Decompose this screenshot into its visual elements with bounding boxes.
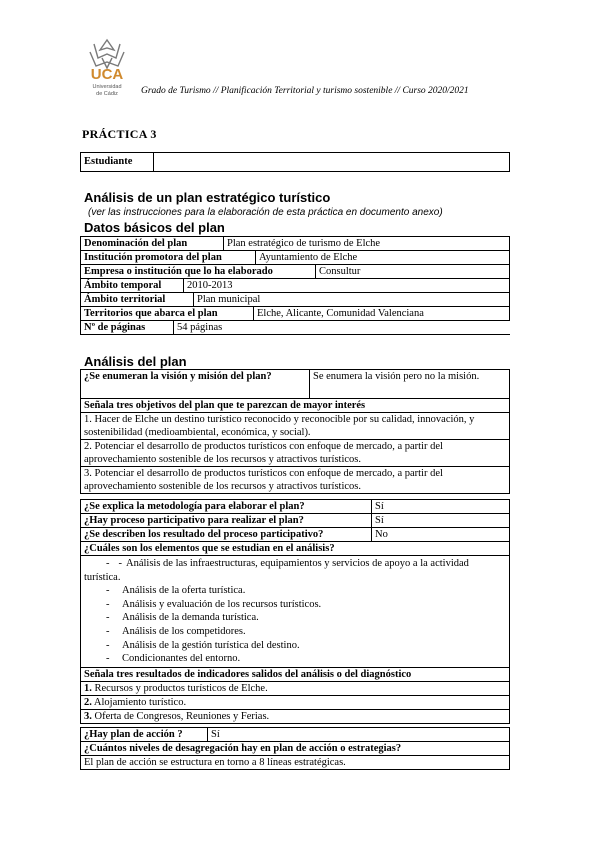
table-row <box>81 237 510 251</box>
student-label: Estudiante <box>81 153 154 172</box>
plan-accion-table <box>80 727 510 770</box>
objetivos-heading: Señala tres objetivos del plan que te parezcan de mayor interés <box>81 399 510 413</box>
resultado-question: ¿Se describen los resultado del proceso participativo? <box>81 528 372 542</box>
uca-logo <box>84 38 130 98</box>
section-title: Análisis de un plan estratégico turístico <box>84 190 331 205</box>
datos-table <box>80 236 510 335</box>
elementos-list <box>84 557 506 666</box>
table-row <box>81 467 510 494</box>
student-table <box>80 152 510 172</box>
datos-label: Territorios que abarca el plan <box>81 307 254 321</box>
course-header: Grado de Turismo // Planificación Territorial y turismo sostenible // Curso 2020/2021 <box>141 86 469 96</box>
datos-value: 54 páginas <box>174 321 511 335</box>
vision-question: ¿Se enumeran la visión y misión del plan? <box>81 370 310 399</box>
table-row <box>81 695 510 709</box>
practica-title: PRÁCTICA 3 <box>82 127 157 141</box>
metodologia-answer: Sí <box>372 500 510 514</box>
indicador-3: 3. Oferta de Congresos, Reuniones y Ferias. <box>81 709 510 723</box>
datos-value: Elche, Alicante, Comunidad Valenciana <box>254 307 510 321</box>
objetivo-3: 3. Potenciar el desarrollo de productos turísticos con enfoque de mercado, a partir del aprovechamiento sostenible de los recursos y atractivos turísticos. <box>81 467 510 494</box>
metodologia-table <box>80 499 510 724</box>
list-item: - Análisis de la gestión turística del destino. <box>84 639 506 653</box>
table-row <box>81 742 510 756</box>
datos-value: Ayuntamiento de Elche <box>256 251 510 265</box>
datos-label: Nº de páginas <box>81 321 174 335</box>
indicadores-heading: Señala tres resultados de indicadores salidos del análisis o del diagnóstico <box>81 667 510 681</box>
datos-label: Ámbito temporal <box>81 279 184 293</box>
table-row <box>81 440 510 467</box>
vision-answer: Se enumera la visión pero no la misión. <box>310 370 510 399</box>
objetivo-1: 1. Hacer de Elche un destino turístico reconocido y reconocible por su calidad, innovación, y sostenibilidad (medioambiental, económica, y social). <box>81 413 510 440</box>
list-item: - - Análisis de las infraestructuras, equipamientos y servicios de apoyo a la actividad turística. <box>84 557 506 584</box>
list-item: - Análisis de los competidores. <box>84 625 506 639</box>
table-row <box>81 681 510 695</box>
table-row <box>81 370 510 399</box>
objetivo-2: 2. Potenciar el desarrollo de productos turísticos con enfoque de mercado, a partir del aprovechamiento sostenible de los recursos y atractivos turísticos. <box>81 440 510 467</box>
datos-label: Institución promotora del plan <box>81 251 256 265</box>
datos-label: Empresa o institución que lo ha elaborado <box>81 265 316 279</box>
analisis-heading: Análisis del plan <box>84 354 187 369</box>
datos-heading: Datos básicos del plan <box>84 220 225 235</box>
table-row <box>81 307 510 321</box>
participativo-question: ¿Hay proceso participativo para realizar el plan? <box>81 514 372 528</box>
niveles-heading: ¿Cuántos niveles de desagregación hay en plan de acción o estrategias? <box>81 742 510 756</box>
table-row <box>81 556 510 668</box>
elementos-list-cell <box>81 556 510 668</box>
table-row <box>81 542 510 556</box>
student-value[interactable] <box>154 153 510 172</box>
table-row <box>81 413 510 440</box>
datos-value: Consultur <box>316 265 510 279</box>
table-row <box>81 709 510 723</box>
logo-subtitle-2: de Cádiz <box>96 91 118 97</box>
table-row <box>81 728 510 742</box>
list-item: - Condicionantes del entorno. <box>84 652 506 666</box>
datos-value: Plan municipal <box>194 293 510 307</box>
table-row <box>81 514 510 528</box>
list-item: - Análisis de la demanda turística. <box>84 611 506 625</box>
analisis-table <box>80 369 510 494</box>
table-row <box>81 251 510 265</box>
table-row <box>81 667 510 681</box>
table-row <box>81 293 510 307</box>
table-row <box>81 500 510 514</box>
metodologia-question: ¿Se explica la metodología para elaborar el plan? <box>81 500 372 514</box>
list-item: - Análisis de la oferta turística. <box>84 584 506 598</box>
indicador-2: 2. Alojamiento turístico. <box>81 695 510 709</box>
table-row <box>81 399 510 413</box>
datos-label: Denominación del plan <box>81 237 224 251</box>
elementos-heading: ¿Cuáles son los elementos que se estudian en el análisis? <box>81 542 510 556</box>
list-item: - Análisis y evaluación de los recursos turísticos. <box>84 598 506 612</box>
datos-value: 2010-2013 <box>184 279 510 293</box>
plan-accion-answer: Sí <box>208 728 510 742</box>
indicador-1: 1. Recursos y productos turísticos de Elche. <box>81 681 510 695</box>
datos-value: Plan estratégico de turismo de Elche <box>224 237 510 251</box>
table-row <box>81 279 510 293</box>
participativo-answer: Sí <box>372 514 510 528</box>
logo-subtitle-1: Universidad <box>92 84 122 90</box>
table-row <box>81 756 510 770</box>
table-row <box>81 528 510 542</box>
table-row <box>81 265 510 279</box>
datos-label: Ámbito territorial <box>81 293 194 307</box>
logo-wordmark: UCA <box>90 66 124 83</box>
table-row <box>81 321 511 335</box>
niveles-answer: El plan de acción se estructura en torno a 8 líneas estratégicas. <box>81 756 510 770</box>
section-subtitle: (ver las instrucciones para la elaboración de esta práctica en documento anexo) <box>88 207 443 218</box>
resultado-answer: No <box>372 528 510 542</box>
plan-accion-question: ¿Hay plan de acción ? <box>81 728 208 742</box>
